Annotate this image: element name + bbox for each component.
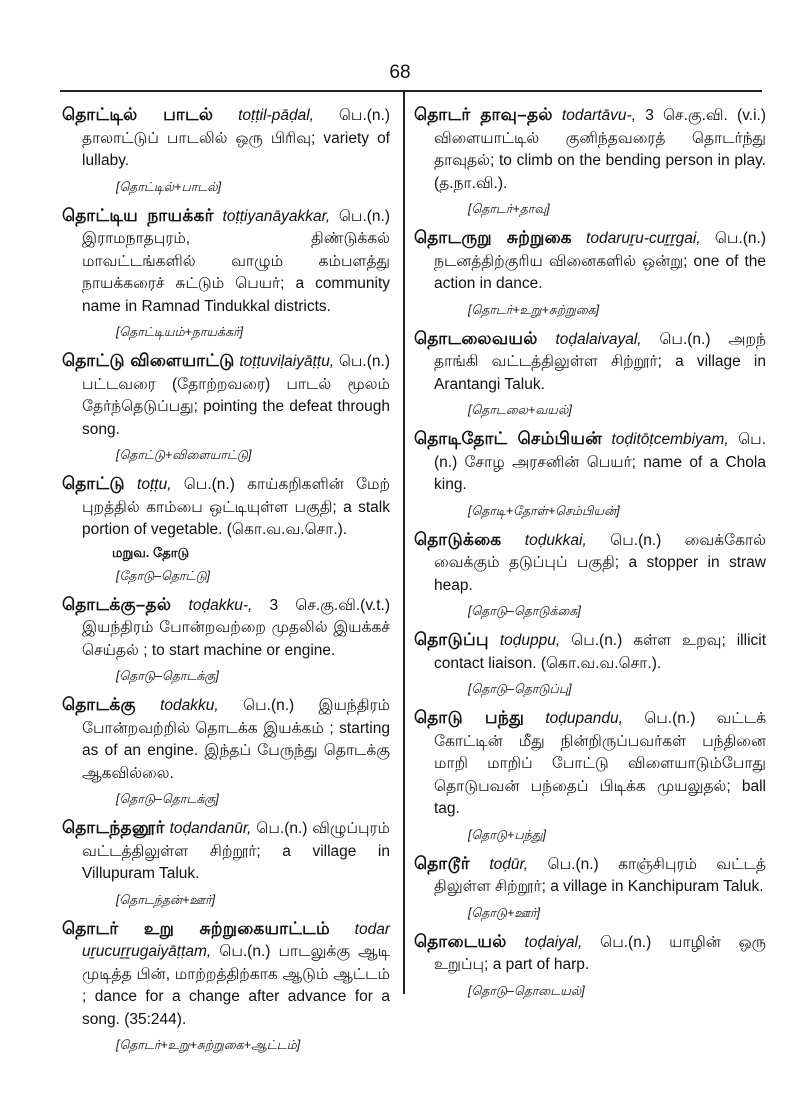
entry-transliteration: toḍitōṭcembiyam, (611, 431, 729, 448)
entry-etymology: [தோடு–தொட்டு] (116, 568, 211, 583)
dictionary-entry (62, 594, 390, 685)
dictionary-entry (414, 931, 766, 999)
entry-definition: பெ.(n.) யாழின் ஒரு உறுப்பு; a part of harp. (434, 933, 766, 973)
entry-transliteration: toṭṭil-pāḍal, (238, 107, 314, 124)
dictionary-entry (414, 529, 766, 620)
entry-text (414, 104, 766, 195)
dictionary-entry (62, 205, 390, 341)
entry-transliteration: toḍakku-, (188, 596, 253, 614)
dictionary-entry (414, 629, 766, 697)
entry-etymology: [தொடு–தொடுப்பு] (468, 682, 572, 696)
entry-definition: பெ.(n.) காஞ்சிபுரம் வட்டத் திலுள்ள சிற்றூர்; a village in Kanchipuram Taluk. (434, 855, 766, 895)
entry-definition: பெ.(n.) கள்ள உறவு; illicit contact liaison. (கொ.வ.வ.சொ.). (434, 632, 767, 672)
entry-definition: பெ.(n.) தாலாட்டுப் பாடலில் ஒரு பிரிவு; variety of lullaby. (82, 107, 390, 169)
entry-headword: தொடுக்கை (414, 529, 502, 549)
entry-etymology: [தொடர்+தாவு] (468, 202, 550, 216)
entry-etymology: [தொட்டில்+பாடல்] (116, 179, 222, 194)
entry-text (414, 629, 766, 675)
entry-etymology: [தொட்டு+விளையாட்டு] (116, 448, 252, 462)
entry-text (62, 350, 390, 441)
entry-headword: தொடர் தாவு–தல் (414, 105, 553, 124)
entry-transliteration: toḍalaivayal, (555, 330, 642, 348)
entry-transliteration: toḍukkai, (524, 531, 587, 549)
entry-headword: தொடந்தனூர் (62, 818, 165, 837)
entry-headword: தொடுப்பு (414, 630, 489, 649)
dictionary-entry (414, 328, 766, 419)
entry-etymology: [தொடு–தொடுக்கை] (468, 604, 581, 618)
entry-text (62, 594, 390, 663)
dictionary-entry (414, 104, 766, 217)
entry-transliteration: todar uṟucuṟṟugaiyāṭṭam, (82, 920, 390, 960)
dictionary-entry (414, 428, 766, 519)
entry-headword: தொட்டு விளையாட்டு (62, 351, 235, 370)
entry-etymology: [தொடு–தொடையல்] (468, 983, 585, 998)
entry-headword: தொட்டில் பாடல் (62, 105, 214, 124)
left-column (62, 104, 390, 1063)
entry-text (414, 529, 766, 598)
entry-transliteration: toḍuppu, (499, 632, 561, 649)
entry-headword: தொடர் உறு சுற்றுகையாட்டம் (62, 918, 330, 938)
entry-etymology: [தொடி+தோள்+செம்பியன்] (468, 503, 620, 518)
entry-headword: தொட்டு (62, 474, 125, 493)
entry-definition: பெ.(n.) வைக்கோல் வைக்கும் தடுப்புப் பகுதி; a stopper in straw heap. (434, 531, 766, 594)
entry-transliteration: toḍandanūr, (169, 820, 252, 837)
entry-text (62, 473, 390, 542)
dictionary-entry (62, 817, 390, 908)
entry-definition: பெ.(n.) பட்டவரை (தோற்றவரை) பாடல் மூலம் தேர்ந்தெடுப்பது; pointing the defeat through song. (82, 353, 390, 438)
entry-transliteration: toṭṭuviḷaiyāṭṭu, (239, 353, 335, 370)
entry-transliteration: toḍūr, (489, 855, 529, 873)
dictionary-entry (414, 707, 766, 843)
entry-headword: தொட்டிய நாயக்கர் (62, 205, 214, 225)
entry-transliteration: toḍupandu, (545, 710, 623, 727)
entry-etymology: [தொடு+பந்து] (468, 827, 546, 842)
dictionary-entry (414, 227, 766, 318)
entry-definition: பெ.(n.) இயந்திரம் போன்றவற்றில் தொடக்க இயக்கம் ; starting as of an engine. இந்தப் பேருந்து தொடக்கு ஆகவில்லை. (82, 697, 390, 782)
dictionary-entry (62, 104, 390, 195)
entry-definition: பெ.(n.) காய்கறிகளின் மேற் புறத்தில் காம்பை ஒட்டியுள்ள பகுதி; a stalk portion of vegetable. (கொ.வ.வ.சொ.). (82, 476, 390, 538)
dictionary-entry (62, 350, 390, 463)
entry-etymology: [தொடு–தொடக்கு] (116, 792, 219, 806)
entry-headword: தொடு பந்து (414, 708, 525, 727)
entry-text (62, 918, 390, 1032)
top-rule (60, 90, 762, 92)
entry-text (414, 428, 766, 497)
entry-definition: பெ.(n.) வட்டக் கோட்டின் மீது நின்றிருப்பவர்கள் பந்தினை மாறி மாறிப் போட்டு விளையாடும்போது தொடுபவன் பந்தைப் பிடிக்க முயலுதல்; ball tag. (434, 710, 767, 817)
entry-variant: மறுவ. தோடு (112, 544, 190, 560)
page-number: 68 (389, 62, 411, 83)
entry-transliteration: toṭṭiyanāyakkar, (222, 207, 331, 225)
entry-text (414, 931, 766, 977)
entry-etymology: [தொட்டியம்+நாயக்கர்] (116, 325, 244, 339)
entry-headword: தொடக்கு–தல் (62, 594, 172, 614)
entry-definition: 3 செ.கு.வி.(v.t.) இயந்திரம் போன்றவற்றை முதலில் இயக்கச் செய்தல் ; to start machine or engine. (82, 596, 391, 659)
entry-transliteration: toṭṭu, (137, 476, 172, 493)
entry-text (414, 328, 766, 397)
entry-etymology: [தொடு+ஊர்] (468, 905, 541, 920)
entry-headword: தொடையல் (414, 931, 507, 951)
entry-etymology: [தொடலை+வயல்] (468, 403, 572, 417)
entry-definition: பெ.(n.) விழுப்புரம் வட்டத்திலுள்ள சிற்றூர்; a village in Villupuram Taluk. (82, 820, 390, 882)
dictionary-entry (414, 853, 766, 921)
right-column (414, 104, 766, 1009)
entry-transliteration: todaruṟu-cuṟṟgai, (586, 230, 701, 247)
entry-headword: தொடக்கு (62, 695, 136, 714)
dictionary-entry (62, 694, 390, 807)
entry-etymology: [தொடந்தன்+ஊர்] (116, 892, 216, 907)
entry-transliteration: todartāvu-, (561, 107, 637, 124)
entry-etymology: [தொடர்+உறு+சுற்றுகை] (468, 302, 600, 317)
entry-definition: பெ.(n.) நடனத்திற்குரிய வினைகளில் ஒன்று; one of the action in dance. (434, 230, 766, 292)
entry-headword: தொடலைவயல் (414, 328, 538, 348)
entry-headword: தொடிதோட் செம்பியன் (414, 429, 603, 448)
column-divider (403, 90, 405, 994)
entry-definition: பெ.(n.) பாடலுக்கு ஆடி முடித்த பின், மாற்றத்திற்காக ஆடும் ஆட்டம் ; dance for a change after advance for a song. (35:244). (82, 943, 390, 1028)
entry-transliteration: toḍaiyal, (524, 933, 583, 951)
entry-etymology: [தொடு–தொடக்கு] (116, 669, 219, 683)
entry-text (414, 227, 766, 296)
entry-text (62, 694, 390, 785)
entry-text (62, 104, 390, 173)
entry-definition: 3 செ.கு.வி. (v.i.) விளையாட்டில் குனிந்தவரைத் தொடர்ந்து தாவுதல்; to climb on the bending person in play. (த.நா.வி.). (434, 107, 767, 192)
entry-text (414, 707, 766, 821)
entry-definition: பெ.(n.) சோழ அரசனின் பெயர்; name of a Chola king. (434, 431, 767, 493)
entry-definition: பெ.(n.) அறந் தாங்கி வட்டத்திலுள்ள சிற்றூர்; a village in Arantangi Taluk. (434, 330, 766, 393)
entry-headword: தொடருறு சுற்றுகை (414, 228, 572, 247)
entry-text (414, 853, 766, 899)
entry-transliteration: todakku, (160, 697, 219, 714)
entry-text (62, 205, 390, 319)
dictionary-entry (62, 473, 390, 584)
dictionary-entry (62, 918, 390, 1054)
entry-definition: பெ.(n.) இராமநாதபுரம், திண்டுக்கல் மாவட்டங்களில் வாழும் கம்பளத்து நாயக்கரைச் சுட்டும் பெயர்; a community name in Ramnad Tindukkal districts. (82, 207, 391, 315)
entry-etymology: [தொடர்+உறு+சுற்றுகை+ஆட்டம்] (116, 1038, 301, 1052)
entry-headword: தொடூர் (414, 853, 470, 873)
entry-text (62, 817, 390, 886)
